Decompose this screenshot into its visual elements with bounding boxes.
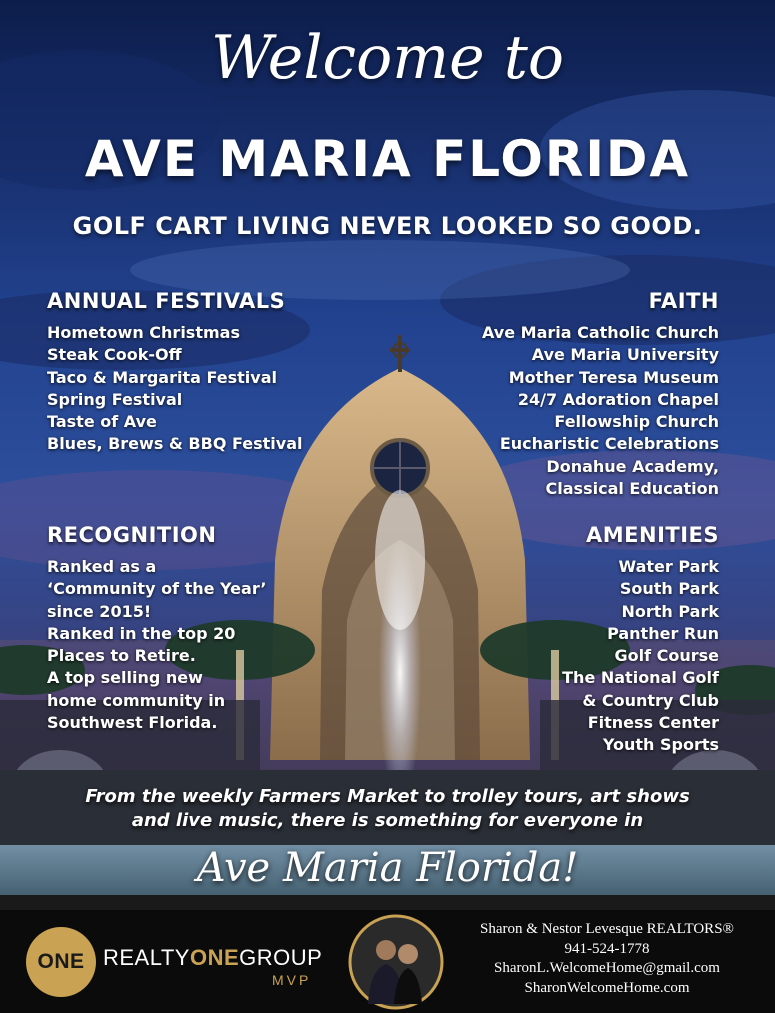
faith-item: Ave Maria University — [531, 345, 719, 365]
agent-names: Sharon & Nestor Levesque REALTORS® — [480, 921, 734, 937]
faith-item: Ave Maria Catholic Church — [481, 323, 719, 342]
brand-realty: REALTY — [103, 945, 190, 970]
tagline: GOLF CART LIVING NEVER LOOKED SO GOOD. — [72, 212, 703, 240]
recognition-item: Ranked in the top 20 — [47, 623, 236, 643]
festival-item: Hometown Christmas — [47, 323, 240, 342]
faith-item: Classical Education — [545, 479, 719, 499]
brand-wordmark — [103, 945, 322, 971]
agent-contact — [452, 920, 762, 998]
closing-text — [0, 785, 775, 833]
agents-portrait — [346, 912, 446, 1012]
agent-website: SharonWelcomeHome.com — [524, 979, 690, 996]
amenity-item: South Park — [619, 579, 719, 599]
faith-item: Donahue Academy, — [546, 456, 719, 476]
faith-item: Eucharistic Celebrations — [499, 434, 719, 454]
page-title: AVE MARIA FLORIDA — [84, 130, 691, 188]
amenity-item: & Country Club — [582, 690, 719, 710]
recognition-item: Southwest Florida. — [47, 713, 218, 733]
festival-item: Spring Festival — [47, 389, 183, 409]
closing-line-1: From the weekly Farmers Market to trolley tours, art shows — [85, 786, 690, 807]
recognition-item: Ranked as a — [47, 557, 157, 576]
festival-item: Blues, Brews & BBQ Festival — [47, 434, 303, 454]
recognition-item: since 2015! — [47, 601, 152, 621]
faith-item: 24/7 Adoration Chapel — [517, 389, 719, 409]
faith-item: Mother Teresa Museum — [508, 367, 719, 387]
festival-item: Steak Cook-Off — [47, 345, 182, 365]
brand-sub: MVP — [272, 972, 312, 988]
agent-phone: 941-524-1778 — [564, 940, 650, 957]
amenity-item: Water Park — [618, 557, 719, 576]
recognition-item: home community in — [47, 690, 226, 710]
amenities-heading: AMENITIES — [586, 523, 719, 547]
faith-item: Fellowship Church — [554, 412, 719, 432]
recognition-heading: RECOGNITION — [47, 523, 217, 547]
amenity-item: Youth Sports — [602, 735, 719, 755]
faith-heading: FAITH — [648, 289, 719, 313]
festivals-list — [47, 322, 303, 456]
welcome-script: Welcome to — [211, 23, 564, 93]
logo-badge-text: ONE — [37, 950, 85, 973]
festival-item: Taste of Ave — [47, 412, 157, 432]
realty-one-logo-badge — [26, 927, 96, 997]
amenity-item: Panther Run — [607, 623, 719, 643]
festival-item: Taco & Margarita Festival — [47, 367, 277, 387]
amenity-item: Fitness Center — [587, 713, 719, 733]
amenity-item: Golf Course — [614, 646, 719, 666]
brand-one: ONE — [189, 945, 240, 970]
agent-email: SharonL.WelcomeHome@gmail.com — [494, 960, 720, 976]
festivals-heading: ANNUAL FESTIVALS — [47, 289, 286, 313]
recognition-item: A top selling new — [47, 668, 203, 688]
closing-line-2: and live music, there is something for everyone in — [131, 810, 644, 831]
amenities-list — [562, 556, 719, 757]
amenity-item: The National Golf — [562, 668, 719, 688]
brand-group: GROUP — [239, 945, 323, 970]
faith-list — [482, 322, 719, 500]
closing-script: Ave Maria Florida! — [196, 845, 579, 891]
footer — [0, 910, 775, 1013]
recognition-item: ‘Community of the Year’ — [47, 579, 267, 599]
amenity-item: North Park — [621, 601, 719, 621]
recognition-list — [47, 556, 266, 734]
recognition-item: Places to Retire. — [47, 646, 196, 666]
